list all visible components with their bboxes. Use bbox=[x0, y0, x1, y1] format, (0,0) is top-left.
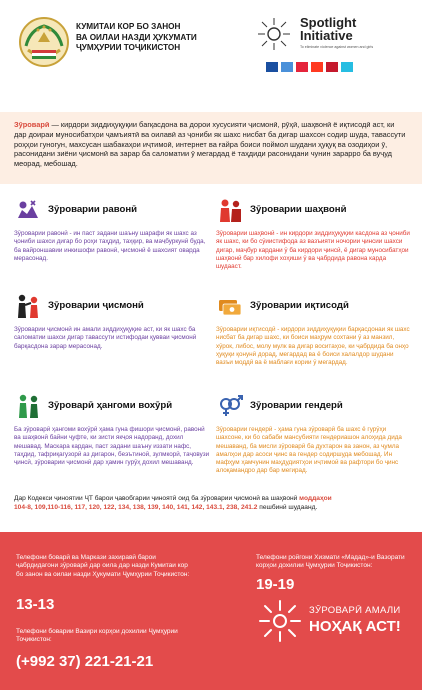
eu-flag-icon bbox=[266, 62, 278, 72]
card-title: Зӯроварӣ ҳангоми вохӯрӣ bbox=[48, 400, 173, 411]
campaign-burst-icon bbox=[257, 598, 303, 644]
committee-line: ҶУМҲУРИИ ТОҶИКИСТОН bbox=[76, 43, 181, 52]
sdg-logo-icon bbox=[311, 62, 323, 72]
card-title: Зӯроварии шаҳвонӣ bbox=[250, 204, 347, 215]
spotlight-title bbox=[300, 16, 356, 42]
spotlight-title-line: Spotlight bbox=[300, 15, 357, 30]
card-title: Зӯроварии ҷисмонӣ bbox=[48, 300, 144, 311]
card-text: Зӯроварии иқтисодӣ - кирдори зиддиҳуқуқии барқасдонаи як шахс нисбат ба дигар шахс, ки боиси маҳрум сохтани ӯ аз манзил, хӯрок, либос, молу мулк ва дигар воситаҳое, ки ҷабрдида ба онҳо ҳуқуқи қонунӣ дорад, мегардад ва ё боиси халалдор шудани вазъи моддӣ ва ё маблағи кории ӯ мегардад. bbox=[216, 326, 410, 367]
partner-logos bbox=[266, 62, 353, 72]
card-title: Зӯроварии гендерӣ bbox=[250, 400, 343, 411]
card-text: Зӯроварии равонӣ - ин паст задани шаъну шарафи як шахс аз ҷониби шахси дигар бо роҳи таҳдид, таҳқир, ва маҷбуркунӣ буда, ба вайроншавии инкишофи равонӣ, ҷисмонӣ ё шахсият оварда мерасонад. bbox=[14, 230, 206, 262]
psychological-violence-icon bbox=[14, 196, 42, 224]
header bbox=[0, 0, 422, 112]
spotlight-title-line: Initiative bbox=[300, 28, 353, 43]
spotlight-subtitle: To eliminate violence against women and girls bbox=[300, 45, 374, 49]
hotline-description: Телефони боварӣ ва Маркази захиравӣ барои ҷабрдидагони зӯроварӣ дар оила дар назди Кумитаи кор бо занон ва оилаи назди Ҳукумати Ҷумҳурии Тоҷикистон: bbox=[16, 554, 190, 578]
criminal-code-note bbox=[14, 494, 408, 512]
gender-symbols-icon bbox=[216, 392, 244, 420]
hotline-number[interactable]: 19-19 bbox=[256, 576, 295, 593]
tajikistan-emblem-icon bbox=[18, 16, 70, 68]
dating-violence-icon bbox=[14, 392, 42, 420]
note-suffix: пешбинӣ шудаанд. bbox=[257, 504, 318, 511]
slogan-line: ЗӮРОВАРӢ АМАЛИ bbox=[309, 605, 401, 616]
slogan-line: НОҲАҚ АСТ! bbox=[309, 618, 401, 635]
card-text: Зӯроварии ҷисмонӣ ин амали зиддиҳуқуқие аст, ки як шахс ба саломатии шахси дигар тавассути истифодаи қувваи ҷисмонӣ барқасдона зарар мерасонад. bbox=[14, 326, 197, 350]
card-text: Ба зӯроварӣ ҳангоми вохӯрӣ ҳама гуна фишори ҷисмонӣ, равонӣ ва шаҳвонӣ байни ҷуфте, ки зисти якҷоя надоранд, дохил мешавад. Маскара кардан, паст задани шаъну иззати нафс, таҳдид, тафриқагузорӣ аз дигарон, беэътиноӣ, зулмкорӣ, таҷовузи ҷинсӣ, зӯроварии ҷисмонӣ дар ҳамин гурӯҳ дохил мешаванд. bbox=[14, 426, 210, 467]
note-text: Дар Кодекси ҷиноятии ҶТ барои ҷавобгарии ҷиноятӣ оид ба зӯроварии ҷисмонӣ ва шаҳвонӣ bbox=[14, 495, 300, 502]
hotline-number[interactable]: 13-13 bbox=[16, 596, 55, 613]
intro-band bbox=[0, 112, 422, 184]
committee-line: КУМИТАИ КОР БО ЗАНОН bbox=[76, 22, 181, 31]
hotline-description: Телефони ройгони Хизмати «Мадад»-и Вазорати корҳои дохилии Ҷумҳурии Тоҷикистон: bbox=[256, 554, 405, 570]
committee-name bbox=[76, 22, 226, 54]
money-icon bbox=[216, 292, 244, 320]
card-text: Зӯроварии шаҳвонӣ - ин кирдори зиддиҳуқуқии касдона аз ҷониби як шахс, ки бо сӯиистифода аз вазъияти ночории ҷинсии шахси дигар, маҷбур кардани ӯ ба кирдори ҷинсӣ, ё дигар муносибатҳои шаҳвонӣ бар хилофи хоҳиши ӯ ва ҷабрдида равона карда шудааст. bbox=[216, 230, 410, 271]
card-text: Зӯроварии гендерӣ - ҳама гуна зӯроварӣ ба шахс ё гурӯҳи шахсоне, ки бо сабаби мансубияти гендериашон алоҳида дида мешаванд, ба мисли зӯроварӣ ба духтарон ва занон, аз ҷумла амалҳои дар асоси ҷинс ва гендер содиршуда мебошад. Ин мафҳум ҳамчунин маҳдудиятҳои иҷтимоӣ ва рафтори бо ҷинс алоқамандро дар бар мегирад. bbox=[216, 426, 402, 475]
spotlight-logo-icon bbox=[254, 14, 294, 54]
intro-definition bbox=[14, 120, 408, 169]
note-articles: 104-8, 109,110-116, 117, 120, 122, 134, 138, 139, 140, 141, 142, 143.1, 238, 241.2 bbox=[14, 504, 258, 511]
sdg-logo-icon bbox=[341, 62, 353, 72]
sexual-violence-icon bbox=[216, 196, 244, 224]
intro-text: — кирдори зиддиҳуқуқии бarқасдона ва дорои хусусияти ҷисмонӣ, рӯҳӣ, шаҳвонӣ ё иқтисодӣ аст, ки дар доираи муносибатҳои ҷамъиятӣ ва оилавӣ аз ҷониби як шахс нисбат ба дигар шахсон содир шуда, тавассути роҳҳои гуногун, махсусан шабакаҳои иҷтимоӣ, интернет ва ғайра боиси поймол шудани ҳуқуқ ва озодиҳои ӯ, расонидани зиёни ҷисмонӣ ва зарар ба саломатии ӯ мегардад ё таҳдиди расонидани чунин зарарро ба вуҷуд меорад, мебошад. bbox=[14, 120, 406, 169]
hotline-number[interactable]: (+992 37) 221-21-21 bbox=[16, 653, 154, 670]
hotline-description: Телефони боварии Вазири корҳои дохилии Ҷумҳурии Тоҷикистон: bbox=[16, 628, 178, 644]
note-articles-label: моддаҳои bbox=[299, 495, 332, 502]
sdg-logo-icon bbox=[296, 62, 308, 72]
card-title: Зӯроварии иқтисодӣ bbox=[250, 300, 349, 311]
sdg-logo-icon bbox=[326, 62, 338, 72]
un-logo-icon bbox=[281, 62, 293, 72]
committee-line: ВА ОИЛАИ НАЗДИ ҲУКУМАТИ bbox=[76, 32, 197, 42]
card-title: Зӯроварии равонӣ bbox=[48, 204, 138, 215]
intro-term: Зӯроварӣ bbox=[14, 120, 50, 129]
physical-violence-icon bbox=[14, 292, 42, 320]
